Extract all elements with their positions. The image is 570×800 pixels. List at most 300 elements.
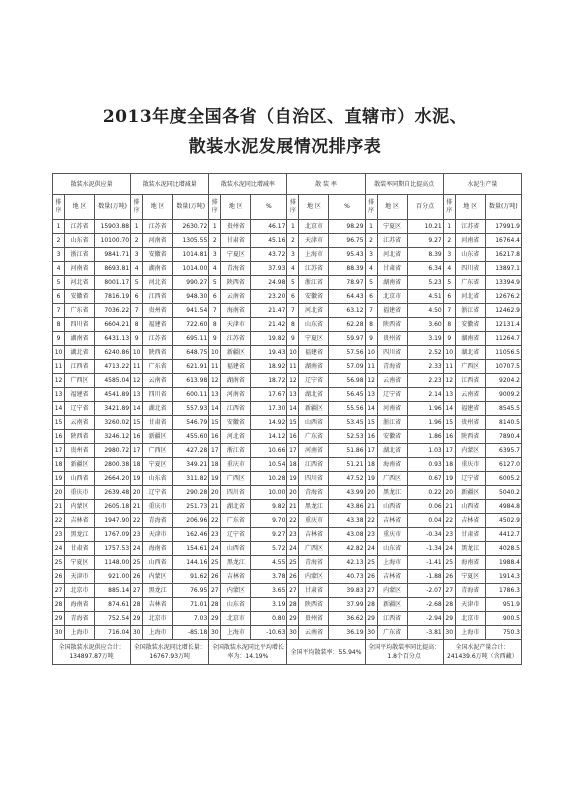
value-cell: 6431.13 (95, 332, 131, 346)
rank-cell: 4 (131, 262, 143, 276)
region-cell: 重庆市 (299, 514, 329, 528)
rank-cell: 23 (443, 528, 455, 542)
rank-cell: 3 (443, 248, 455, 262)
value-cell: 4.55 (251, 556, 287, 570)
value-cell: 2605.18 (95, 500, 131, 514)
summary-cell: 全国平均散装率：55.94% (287, 640, 365, 665)
region-cell: 海南省 (377, 458, 407, 472)
value-cell: 2664.20 (95, 472, 131, 486)
region-cell: 吉林省 (65, 514, 95, 528)
table-row (53, 276, 522, 290)
value-cell: 40.73 (329, 570, 365, 584)
rank-cell: 28 (53, 598, 65, 612)
region-cell: 新疆区 (143, 430, 173, 444)
rank-cell: 10 (209, 346, 221, 360)
value-cell: 9.27 (407, 234, 443, 248)
rank-cell: 21 (287, 500, 299, 514)
region-cell: 重庆市 (143, 500, 173, 514)
value-cell: 2630.72 (173, 220, 209, 234)
rank-cell: 22 (365, 514, 377, 528)
table-row (53, 262, 522, 276)
rank-cell: 17 (365, 444, 377, 458)
rank-cell: 4 (53, 262, 65, 276)
column-header: 地 区 (65, 195, 95, 220)
rank-cell: 1 (287, 220, 299, 234)
table-row (53, 472, 522, 486)
value-cell: 11056.5 (485, 346, 521, 360)
region-cell: 湖南省 (299, 360, 329, 374)
region-cell: 北京市 (455, 612, 485, 626)
rank-cell: 16 (209, 430, 221, 444)
value-cell: 0.22 (407, 486, 443, 500)
value-cell: 46.17 (251, 220, 287, 234)
region-cell: 四川省 (65, 318, 95, 332)
region-cell: 河南省 (221, 388, 251, 402)
value-cell: 37.99 (329, 598, 365, 612)
value-cell: 3260.02 (95, 416, 131, 430)
rank-cell: 29 (365, 612, 377, 626)
value-cell: 2980.72 (95, 444, 131, 458)
rank-cell: 25 (443, 556, 455, 570)
rank-cell: 17 (287, 444, 299, 458)
value-cell: 17.67 (251, 388, 287, 402)
table-row (53, 528, 522, 542)
summary-cell: 全国散装水泥同比平均增长率为：14.19% (209, 640, 287, 665)
rank-cell: 18 (131, 458, 143, 472)
value-cell: 16217.8 (485, 248, 521, 262)
region-cell: 北京市 (65, 584, 95, 598)
region-cell: 安徽省 (455, 318, 485, 332)
value-cell: 57.56 (329, 346, 365, 360)
value-cell: 24.98 (251, 276, 287, 290)
region-cell: 湖南省 (65, 332, 95, 346)
region-cell: 河南省 (65, 262, 95, 276)
value-cell: 600.11 (173, 388, 209, 402)
value-cell: 95.43 (329, 248, 365, 262)
rank-cell: 9 (131, 332, 143, 346)
region-cell: 青海省 (299, 486, 329, 500)
rank-cell: 2 (131, 234, 143, 248)
value-cell: 1.03 (407, 444, 443, 458)
value-cell: 10707.5 (485, 360, 521, 374)
rank-cell: 5 (131, 276, 143, 290)
rank-cell: 2 (53, 234, 65, 248)
value-cell: 18.72 (251, 374, 287, 388)
value-cell: 6005.2 (485, 472, 521, 486)
region-cell: 宁夏区 (455, 570, 485, 584)
region-cell: 湖北省 (299, 388, 329, 402)
rank-cell: 21 (131, 500, 143, 514)
rank-cell: 20 (287, 486, 299, 500)
rank-cell: 3 (287, 248, 299, 262)
value-cell: 1305.55 (173, 234, 209, 248)
column-header: 地 区 (377, 195, 407, 220)
region-cell: 北京市 (143, 612, 173, 626)
rank-cell: 5 (53, 276, 65, 290)
region-cell: 河南省 (299, 444, 329, 458)
table-row (53, 374, 522, 388)
value-cell: -0.34 (407, 528, 443, 542)
region-cell: 江苏省 (377, 234, 407, 248)
value-cell: -2.94 (407, 612, 443, 626)
region-cell: 宁夏区 (65, 556, 95, 570)
column-header: 排序 (209, 195, 221, 220)
region-cell: 湖南省 (455, 332, 485, 346)
rank-cell: 9 (209, 332, 221, 346)
rank-cell: 3 (131, 248, 143, 262)
region-cell: 陕西省 (143, 346, 173, 360)
value-cell: 1.86 (407, 430, 443, 444)
region-cell: 吉林省 (455, 514, 485, 528)
region-cell: 内蒙区 (221, 584, 251, 598)
region-cell: 宁夏区 (377, 220, 407, 234)
rank-cell: 16 (131, 430, 143, 444)
rank-cell: 7 (443, 304, 455, 318)
region-cell: 安徽省 (299, 290, 329, 304)
region-cell: 河北省 (143, 276, 173, 290)
table-row (53, 304, 522, 318)
table-row (53, 416, 522, 430)
region-cell: 甘肃省 (377, 262, 407, 276)
value-cell: 8001.17 (95, 276, 131, 290)
value-cell: 3.19 (407, 332, 443, 346)
rank-cell: 19 (365, 472, 377, 486)
rank-cell: 13 (53, 388, 65, 402)
region-cell: 山东省 (221, 598, 251, 612)
value-cell: 37.93 (251, 262, 287, 276)
value-cell: 14.12 (251, 430, 287, 444)
rank-cell: 1 (53, 220, 65, 234)
rank-cell: 12 (53, 374, 65, 388)
region-cell: 重庆市 (65, 486, 95, 500)
rank-cell: 5 (209, 276, 221, 290)
rank-cell: 26 (443, 570, 455, 584)
rank-cell: 11 (131, 360, 143, 374)
value-cell: 1767.09 (95, 528, 131, 542)
rank-cell: 29 (443, 612, 455, 626)
value-cell: 3.19 (251, 598, 287, 612)
value-cell: 750.3 (485, 626, 521, 640)
region-cell: 河北省 (221, 430, 251, 444)
rank-cell: 21 (443, 500, 455, 514)
region-cell: 吉林省 (143, 598, 173, 612)
value-cell: 52.53 (329, 430, 365, 444)
region-cell: 云南省 (299, 626, 329, 640)
region-cell: 云南省 (377, 374, 407, 388)
region-cell: 安徽省 (221, 416, 251, 430)
region-cell: 青海省 (143, 514, 173, 528)
region-cell: 四川省 (455, 262, 485, 276)
value-cell: 4541.89 (95, 388, 131, 402)
rank-cell: 14 (131, 402, 143, 416)
region-cell: 吉林省 (377, 514, 407, 528)
rank-cell: 17 (209, 444, 221, 458)
column-header: 地 区 (455, 195, 485, 220)
rank-cell: 3 (365, 248, 377, 262)
rank-cell: 30 (209, 626, 221, 640)
value-cell: 9009.2 (485, 388, 521, 402)
region-cell: 广东省 (455, 276, 485, 290)
region-cell: 山西省 (143, 556, 173, 570)
region-cell: 黑龙江 (65, 528, 95, 542)
region-cell: 重庆市 (377, 528, 407, 542)
rank-cell: 30 (287, 626, 299, 640)
value-cell: 951.9 (485, 598, 521, 612)
rank-cell: 1 (365, 220, 377, 234)
summary-cell: 全国水泥产量合计：241439.6万吨（含西藏） (443, 640, 521, 665)
region-cell: 贵州省 (299, 612, 329, 626)
region-cell: 贵州省 (143, 304, 173, 318)
region-cell: 山东省 (455, 248, 485, 262)
region-cell: 陕西省 (377, 318, 407, 332)
value-cell: 43.86 (329, 500, 365, 514)
value-cell: 557.93 (173, 402, 209, 416)
rank-cell: 21 (209, 500, 221, 514)
value-cell: 91.62 (173, 570, 209, 584)
rank-cell: 14 (287, 402, 299, 416)
rank-cell: 26 (209, 570, 221, 584)
region-cell: 浙江省 (65, 248, 95, 262)
region-cell: 云南省 (65, 416, 95, 430)
rank-cell: 7 (287, 304, 299, 318)
region-cell: 江西省 (299, 458, 329, 472)
value-cell: -10.63 (251, 626, 287, 640)
rank-cell: 9 (287, 332, 299, 346)
rank-cell: 27 (131, 584, 143, 598)
value-cell: 13394.9 (485, 276, 521, 290)
region-cell: 浙江省 (299, 276, 329, 290)
value-cell: 5.23 (407, 276, 443, 290)
region-cell: 天津市 (65, 570, 95, 584)
region-cell: 云南省 (221, 290, 251, 304)
rank-cell: 14 (365, 402, 377, 416)
value-cell: 990.27 (173, 276, 209, 290)
rank-cell: 2 (365, 234, 377, 248)
table-row (53, 542, 522, 556)
rank-cell: 18 (209, 458, 221, 472)
region-cell: 青海省 (455, 584, 485, 598)
value-cell: -1.34 (407, 542, 443, 556)
rank-cell: 19 (209, 472, 221, 486)
region-cell: 辽宁省 (143, 486, 173, 500)
value-cell: 162.46 (173, 528, 209, 542)
region-cell: 上海市 (65, 626, 95, 640)
rank-cell: 14 (209, 402, 221, 416)
value-cell: 6127.0 (485, 458, 521, 472)
rank-cell: 10 (53, 346, 65, 360)
value-cell: 43.99 (329, 486, 365, 500)
value-cell: 62.28 (329, 318, 365, 332)
rank-cell: 19 (443, 472, 455, 486)
region-cell: 河南省 (455, 234, 485, 248)
value-cell: 7816.19 (95, 290, 131, 304)
value-cell: 6240.86 (95, 346, 131, 360)
region-cell: 江苏省 (221, 332, 251, 346)
region-cell: 河北省 (377, 248, 407, 262)
value-cell: 8545.5 (485, 402, 521, 416)
value-cell: 2800.38 (95, 458, 131, 472)
rank-cell: 23 (131, 528, 143, 542)
value-cell: 42.82 (329, 542, 365, 556)
region-cell: 贵州省 (65, 444, 95, 458)
column-header: 百分点 (407, 195, 443, 220)
rank-cell: 21 (365, 500, 377, 514)
rank-cell: 12 (287, 374, 299, 388)
region-cell: 海南省 (221, 304, 251, 318)
region-cell: 内蒙区 (143, 570, 173, 584)
value-cell: 3.65 (251, 584, 287, 598)
rank-cell: 23 (365, 528, 377, 542)
region-cell: 江西省 (65, 360, 95, 374)
rank-cell: 15 (53, 416, 65, 430)
region-cell: 河北省 (299, 304, 329, 318)
value-cell: 12131.4 (485, 318, 521, 332)
region-cell: 上海市 (377, 556, 407, 570)
rank-cell: 12 (209, 374, 221, 388)
rank-cell: 26 (365, 570, 377, 584)
value-cell: 1.96 (407, 402, 443, 416)
rank-cell: 28 (209, 598, 221, 612)
rank-cell: 16 (53, 430, 65, 444)
value-cell: 941.54 (173, 304, 209, 318)
title-line-2: 散装水泥发展情况排序表 (188, 137, 382, 157)
table-row (53, 570, 522, 584)
region-cell: 江苏省 (65, 220, 95, 234)
rank-cell: 17 (53, 444, 65, 458)
rank-cell: 23 (53, 528, 65, 542)
table-row (53, 584, 522, 598)
region-cell: 江苏省 (143, 220, 173, 234)
region-cell: 甘肃省 (455, 528, 485, 542)
rank-cell: 18 (287, 458, 299, 472)
value-cell: 144.16 (173, 556, 209, 570)
table-row (53, 612, 522, 626)
column-header: 排序 (443, 195, 455, 220)
rank-cell: 2 (287, 234, 299, 248)
region-cell: 辽宁省 (377, 388, 407, 402)
column-header: 排序 (365, 195, 377, 220)
rank-cell: 5 (287, 276, 299, 290)
region-cell: 上海市 (143, 626, 173, 640)
region-cell: 浙江省 (455, 304, 485, 318)
rank-cell: 13 (365, 388, 377, 402)
value-cell: 19.43 (251, 346, 287, 360)
region-cell: 江西省 (377, 612, 407, 626)
region-cell: 安徽省 (143, 248, 173, 262)
value-cell: 4585.04 (95, 374, 131, 388)
rank-cell: 18 (365, 458, 377, 472)
value-cell: -1.88 (407, 570, 443, 584)
document-title (0, 102, 570, 162)
region-cell: 辽宁省 (299, 374, 329, 388)
region-cell: 重庆市 (221, 458, 251, 472)
rank-cell: 12 (443, 374, 455, 388)
value-cell: 7890.4 (485, 430, 521, 444)
region-cell: 甘肃省 (299, 584, 329, 598)
region-cell: 江苏省 (299, 262, 329, 276)
table-row (53, 500, 522, 514)
table-row (53, 234, 522, 248)
region-cell: 海南省 (455, 556, 485, 570)
table-row (53, 360, 522, 374)
rank-cell: 30 (53, 626, 65, 640)
rank-cell: 6 (131, 290, 143, 304)
column-header: 排序 (131, 195, 143, 220)
rank-cell: 15 (365, 416, 377, 430)
group-header: 散装水泥同比增减率 (209, 174, 287, 195)
rank-cell: 8 (365, 318, 377, 332)
region-cell: 山东省 (143, 472, 173, 486)
value-cell: 43.72 (251, 248, 287, 262)
region-cell: 青海省 (65, 612, 95, 626)
region-cell: 宁夏区 (143, 458, 173, 472)
rank-cell: 4 (209, 262, 221, 276)
value-cell: 13897.1 (485, 262, 521, 276)
value-cell: 1947.90 (95, 514, 131, 528)
rank-cell: 11 (365, 360, 377, 374)
summary-row (53, 640, 522, 665)
value-cell: -2.07 (407, 584, 443, 598)
region-cell: 黑龙江 (143, 584, 173, 598)
value-cell: 17.30 (251, 402, 287, 416)
rank-cell: 13 (131, 388, 143, 402)
rank-cell: 19 (131, 472, 143, 486)
rank-cell: 11 (209, 360, 221, 374)
rank-cell: 1 (443, 220, 455, 234)
value-cell: 18.92 (251, 360, 287, 374)
region-cell: 四川省 (377, 346, 407, 360)
region-cell: 甘肃省 (221, 234, 251, 248)
value-cell: 19.82 (251, 332, 287, 346)
value-cell: 3246.12 (95, 430, 131, 444)
value-cell: 6395.7 (485, 444, 521, 458)
region-cell: 广西区 (143, 444, 173, 458)
value-cell: 9204.2 (485, 374, 521, 388)
value-cell: 57.09 (329, 360, 365, 374)
group-header: 散 装 率 (287, 174, 365, 195)
rank-cell: 27 (287, 584, 299, 598)
value-cell: 1014.81 (173, 248, 209, 262)
rank-cell: 17 (131, 444, 143, 458)
value-cell: 206.96 (173, 514, 209, 528)
region-cell: 陕西省 (65, 430, 95, 444)
value-cell: 9841.71 (95, 248, 131, 262)
rank-cell: 28 (287, 598, 299, 612)
rank-cell: 7 (365, 304, 377, 318)
rank-cell: 10 (287, 346, 299, 360)
region-cell: 湖北省 (221, 500, 251, 514)
rank-cell: 3 (53, 248, 65, 262)
rank-cell: 6 (53, 290, 65, 304)
summary-cell: 全国平均散装率同比提高：1.8个百分点 (365, 640, 443, 665)
value-cell: 64.43 (329, 290, 365, 304)
region-cell: 山西省 (221, 542, 251, 556)
region-cell: 河北省 (65, 276, 95, 290)
region-cell: 山西省 (377, 500, 407, 514)
title-line-1: 2013年度全国各省（自治区、直辖市）水泥、 (102, 107, 468, 127)
region-cell: 湖北省 (143, 402, 173, 416)
region-cell: 海南省 (65, 598, 95, 612)
value-cell: 47.52 (329, 472, 365, 486)
region-cell: 山西省 (65, 472, 95, 486)
rank-cell: 27 (53, 584, 65, 598)
value-cell: 51.86 (329, 444, 365, 458)
region-cell: 山西省 (299, 416, 329, 430)
rank-cell: 27 (365, 584, 377, 598)
region-cell: 山西省 (455, 500, 485, 514)
table-row (53, 346, 522, 360)
rank-cell: 4 (365, 262, 377, 276)
